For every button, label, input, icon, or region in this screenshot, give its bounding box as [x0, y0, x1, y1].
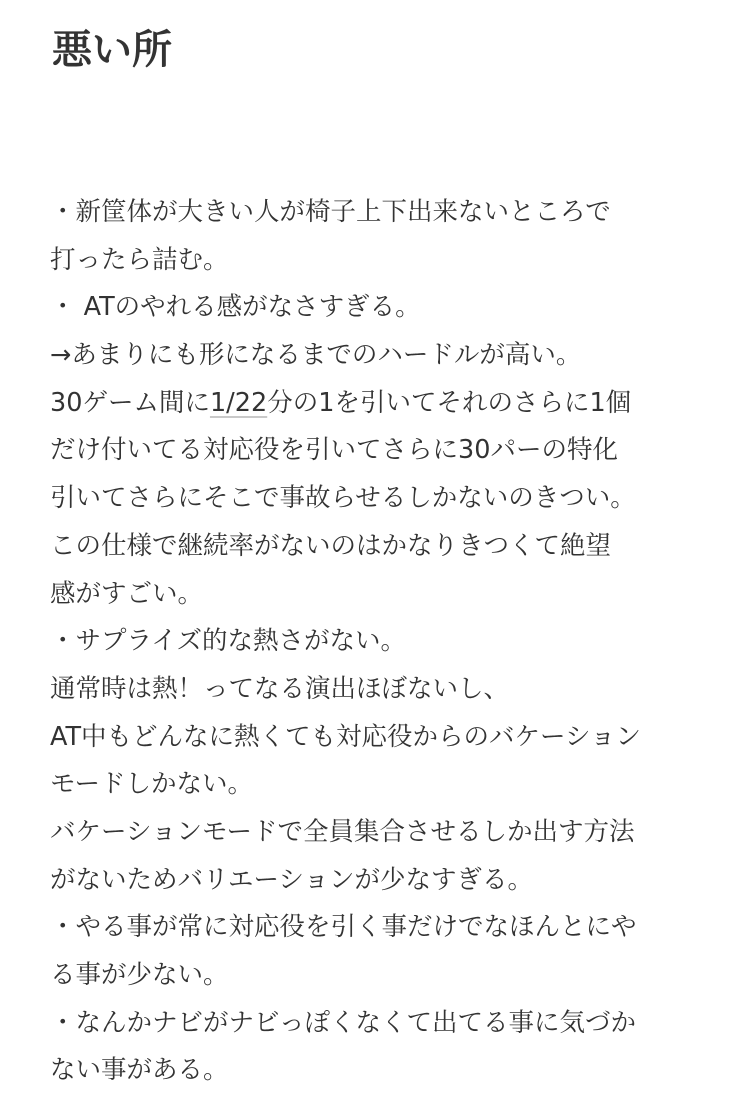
- fraction-link[interactable]: 1/22: [209, 387, 268, 418]
- text-line: モードしかない。: [50, 769, 253, 800]
- text-line: 引いてさらにそこで事故らせるしかないのきつい。: [50, 483, 636, 514]
- text-line: 通常時は熱！ってなる演出ほぼないし、: [50, 673, 510, 704]
- text-line: →あまりにも形になるまでのハードルが高い。: [50, 340, 582, 371]
- text-line: ・なんかナビがナビっぽくなくて出てる事に気づか: [50, 1007, 636, 1038]
- text-line-with-link: [50, 380, 740, 428]
- text-line: 打ったら詰む。: [50, 244, 229, 275]
- text-line: ・やる事が常に対応役を引く事だけでなほんとにや: [50, 912, 637, 943]
- cut-off-text-fragment: [300, 0, 450, 8]
- text-segment: 分の1を引いてそれのさらに1個: [267, 387, 632, 418]
- text-line: だけ付いてる対応役を引いてさらに30パーの特化: [50, 435, 618, 466]
- text-line: ・新筐体が大きい人が椅子上下出来ないところで: [50, 197, 611, 227]
- article-body: [50, 189, 740, 1095]
- text-line: がないためバリエーションが少なすぎる。: [50, 864, 533, 895]
- text-line: 感がすごい。: [50, 578, 204, 609]
- text-line: る事が少ない。: [50, 960, 229, 990]
- text-segment: 30ゲーム間に: [50, 387, 210, 418]
- text-line: ない事がある。: [50, 1055, 229, 1086]
- text-line: ・ ATのやれる感がなさすぎる。: [50, 292, 421, 323]
- section-heading: 悪い所: [52, 27, 172, 73]
- text-line: AT中もどんなに熱くても対応役からのバケーション: [50, 721, 642, 752]
- text-line: ・サプライズ的な熱さがない。: [50, 626, 406, 657]
- text-line: この仕様で継続率がないのはかなりきつくて絶望: [50, 530, 612, 561]
- text-line: バケーションモードで全員集合させるしか出す方法: [50, 816, 635, 847]
